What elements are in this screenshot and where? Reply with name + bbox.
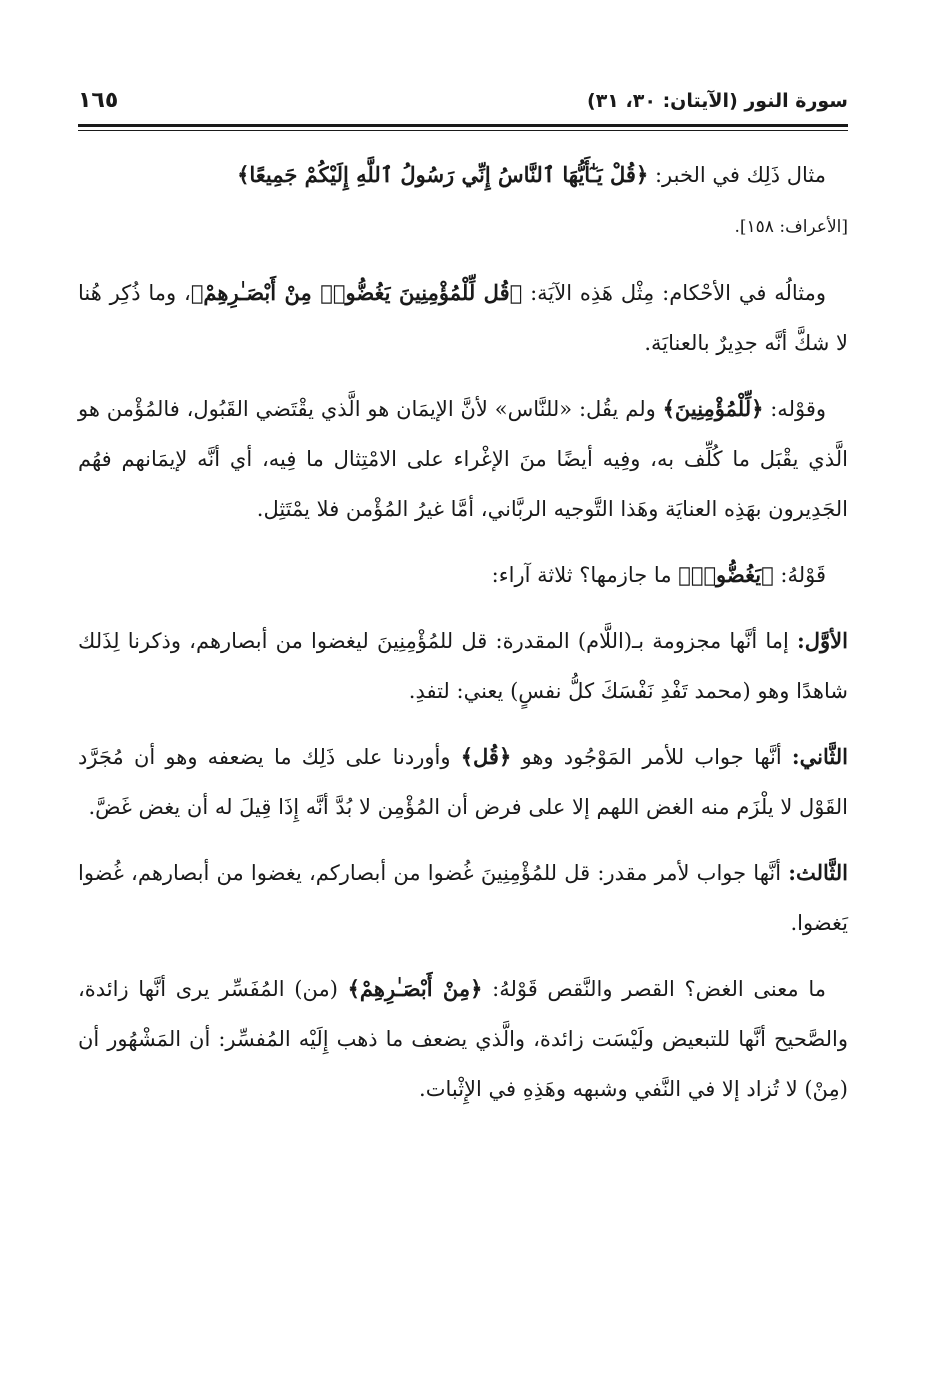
running-header-title: سورة النور (الآيتان: ٣٠، ٣١) [587,90,848,112]
quran-verse: ﴿قُلْ يَـٰٓأَيُّهَا ٱلنَّاسُ إِنِّي رَسُولُ ٱللَّهِ إِلَيْكُمْ جَمِيعًا﴾ [237,162,649,187]
para-3-text-b: ولم يقُل: «للنَّاس» لأنَّ الإيمَان هو الَّذي يقْتَضي القَبُول، فالمُؤْمن هو الَّذي يقْبَل ما كُلِّف به، وفِيه أيضًا منَ الإغْراء على الامْتِثال ما فِيه، أي أنَّه لإيمَانهم فهُم الجَدِيرون بهَذِه العنايَة وهَذا التَّوجيه الربَّاني، أمَّا غيرُ المُؤْمن فلا يمْتَثِل. [78,397,848,521]
paragraph-1 [78,150,848,252]
para-6-text-a: أنَّها جواب للأمر المَوْجُود وهو [511,745,792,769]
para-2-text-b: ، وما ذُكِر هُنا لا شكَّ أنَّه جدِيرٌ بالعنايَة. [78,281,848,355]
quran-word: ﴿قُل﴾ [460,744,512,769]
paragraph-7 [78,848,848,948]
quran-word: ﴿لِّلْمُؤْمِنِينَ﴾ [662,396,764,421]
quran-word: ﴿يَغُضُّوا۟﴾ [678,562,774,587]
para-8-text-b: (من) المُفَسِّر يرى أنَّها زائدة، والصَّحيح أنَّها للتبعيض ولَيْسَت زائدة، والَّذي يضعف ما ذهب إِلَيْه المُفسِّر: أن المَشْهُور أن (مِنْ) لا تُزاد إلا في النَّفي وشبهه وهَذِهِ في الإِثْبات. [78,977,848,1101]
paragraph-4 [78,550,848,600]
para-4-text-b: ما جازمها؟ ثلاثة آراء: [491,563,679,587]
para-7-text: أنَّها جواب لأمر مقدر: قل للمُؤْمِنِينَ غُضوا من أبصاركم، يغضوا من أبصارهم، غُضوا يَغضوا. [78,861,848,935]
opinion-third-label: الثَّالث: [788,860,848,885]
paragraph-6 [78,732,848,832]
para-6-text-b: وأوردنا على ذَلِك ما يضعفه وهو أن مُجَرَّد القَوْل لا يلْزَم منه الغض اللهم إلا على فرض أن المُؤْمِن لا بُدَّ أنَّه إِذَا قِيلَ له أن يغض غَضَّ. [78,745,848,819]
paragraph-2 [78,268,848,368]
paragraph-8 [78,964,848,1114]
para-3-text-a: وقوْله: [763,397,826,421]
header-rule-thick [78,124,848,127]
para-1-text: مثال ذَلِك في الخبر: [648,163,826,187]
surah-reference: [الأعراف: ١٥٨]. [734,217,848,237]
quran-verse: ﴿قُل لِّلْمُؤْمِنِينَ يَغُضُّوا۟ مِنْ أَبْصَـٰرِهِمْ﴾ [190,280,523,305]
page-number: ١٦٥ [78,88,119,113]
paragraph-5 [78,616,848,716]
header-rule-thin [78,130,848,131]
opinion-second-label: الثَّاني: [791,744,848,769]
para-2-text-a: ومثالُه في الأحْكام: مِثْل هَذِه الآيَة: [522,281,826,305]
para-8-text-a: ما معنى الغض؟ القصر والنَّقص قَوْلهُ: [482,977,826,1001]
opinion-first-label: الأوَّل: [797,628,848,653]
paragraph-3 [78,384,848,534]
quran-verse: ﴿مِنْ أَبْصَـٰرِهِمْ﴾ [347,976,483,1001]
page-header [78,86,848,122]
para-5-text: إما أنَّها مجزومة بـ(اللَّام) المقدرة: قل للمُؤْمِنِينَ ليغضوا من أبصارهم، وذكرنا لِذَلك شاهدًا وهو (محمد تَفْدِ نَفْسَكَ كلُّ نفسٍ) يعني: لتفدِ. [78,629,848,703]
para-4-text-a: قَوْلهُ: [773,563,826,587]
page-body [78,150,848,1130]
